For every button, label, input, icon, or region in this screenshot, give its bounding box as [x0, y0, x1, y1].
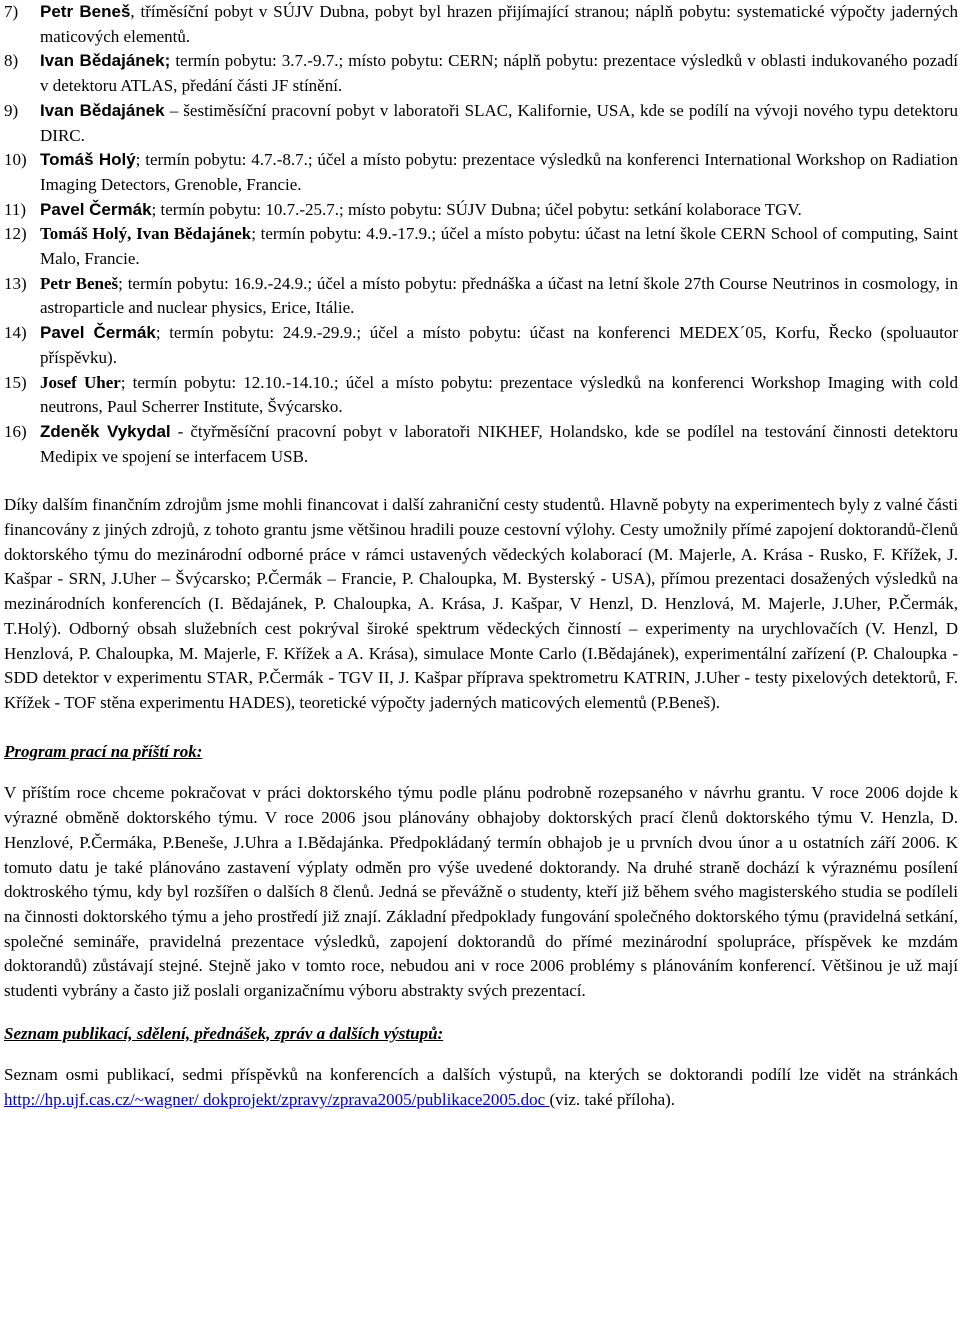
publications-paragraph — [4, 1063, 958, 1112]
item-number: 12) — [4, 224, 27, 244]
person-name: Pavel Čermák — [40, 323, 156, 343]
funding-paragraph: Díky dalším finančním zdrojům jsme mohli financovat i další zahraniční cesty studentů. Hlavně pobyty na experimentech byly z valné části financovány z jiných zdrojů, z tohoto grantu jsme většinou hradili pouze cestovní výlohy. Cesty umožnily přímé zapojení doktorandů-členů doktorského týmu do mezinárodní odborné práce v rámci ustavených vědeckých kolaborací (M. Majerle, A. Krása - Rusko, F. Křížek, J. Kašpar - SRN, J.Uher – Švýcarsko; P.Čermák – Francie, P. Chaloupka, M. Bysterský - USA), přímou prezentaci dosažených výsledků na mezinárodních konferencích (I. Bědajánek, P. Chaloupka, A. Krása, J. Kašpar, V Henzl, D. Henzlová, M. Majerle, J.Uher, P.Čermák, T.Holý). Odborný obsah služebních cest pokrýval široké spektrum vědeckých činností – experimenty na urychlovačích (V. Henzl, D Henzlová, P. Chaloupka, M. Majerle, F. Křížek a A. Krása), simulace Monte Carlo (I.Bědajánek), experimentální zařízení (P. Chaloupka - SDD detektor v experimentu STAR, P.Čermák - TGV II, J. Kašpar příprava spektrometru KATRIN, J.Uher - testy pixelových detektorů, F. Křížek - TOF stěna experimentu HADES), teoretické výpočty jaderných maticových elementů (P.Beneš). — [4, 495, 958, 712]
item-number: 10) — [4, 150, 27, 170]
list-item — [4, 99, 958, 148]
list-item — [4, 272, 958, 321]
item-text: ; termín pobytu: 4.9.-17.9.; účel a místo pobytu: účast na letní škole CERN School of computing, Saint Malo, Francie. — [40, 224, 958, 269]
item-number: 9) — [4, 100, 19, 120]
person-name: Zdeněk Vykydal — [40, 421, 171, 441]
person-name: Pavel Čermák — [40, 199, 152, 219]
person-name: Tomáš Holý, Ivan Bědajánek — [40, 224, 252, 244]
section-heading-publications: Seznam publikací, sdělení, přednášek, zpráv a dalších výstupů: — [4, 1023, 444, 1043]
item-number: 7) — [4, 2, 19, 21]
person-name: Petr Beneš — [40, 2, 131, 21]
list-item — [4, 420, 958, 469]
item-text: ; termín pobytu: 16.9.-24.9.; účel a místo pobytu: přednáška a účast na letní škole 27th Course Neutrinos in cosmology, in astroparticle and nuclear physics, Erice, Itálie. — [40, 273, 958, 318]
item-number: 16) — [4, 421, 27, 441]
list-item — [4, 49, 958, 98]
item-text: – šestiměsíční pracovní pobyt v laboratoři SLAC, Kalifornie, USA, kde se podílí na vývoji nového typu detektoru DIRC. — [40, 100, 958, 145]
list-item — [4, 198, 958, 223]
list-item — [4, 0, 958, 49]
list-item — [4, 222, 958, 271]
person-name: Petr Beneš — [40, 273, 119, 293]
item-text: ; termín pobytu: 10.7.-25.7.; místo pobytu: SÚJV Dubna; účel pobytu: setkání kolaborace TGV. — [151, 199, 802, 219]
item-number: 15) — [4, 372, 27, 392]
person-name: Ivan Bědajánek; — [40, 51, 171, 71]
publications-link[interactable]: http://hp.ujf.cas.cz/~wagner/ dokprojekt/zpravy/zprava2005/publikace2005.doc — [4, 1090, 550, 1110]
item-number: 14) — [4, 323, 27, 343]
item-text: ; termín pobytu: 4.7.-8.7.; účel a místo pobytu: prezentace výsledků na konferenci International Workshop on Radiation Imaging Detectors, Grenoble, Francie. — [40, 150, 958, 194]
publications-text-start: Seznam osmi publikací, sedmi příspěvků na konferencích a dalších výstupů, na kterých se doktorandi podílí lze vidět na stránkách — [4, 1065, 958, 1085]
item-number: 11) — [4, 199, 27, 219]
item-number: 8) — [4, 51, 19, 71]
item-text: - čtyřměsíční pracovní pobyt v laboratoři NIKHEF, Holandsko, kde se podílel na testování činnosti detektoru Medipix ve spojení se interfacem USB. — [40, 421, 959, 466]
section-heading-program: Program prací na příští rok: — [4, 741, 203, 761]
publications-text-end: (viz. také příloha). — [549, 1090, 676, 1110]
item-text: , tříměsíční pobyt v SÚJV Dubna, pobyt byl hrazen přijímající stranou; náplň pobytu: systematické výpočty jaderných maticových elementů. — [40, 2, 959, 46]
item-text: ; termín pobytu: 24.9.-29.9.; účel a místo pobytu: účast na konferenci MEDEX´05, Korfu, Řecko (spoluautor příspěvku). — [40, 323, 958, 367]
list-item — [4, 148, 958, 197]
person-name: Tomáš Holý — [40, 150, 136, 170]
program-paragraph: V příštím roce chceme pokračovat v práci doktorského týmu podle plánu podrobně rozepsaného v návrhu grantu. V roce 2006 dojde k výrazné obměně doktorského týmu. V roce 2006 jsou plánovány obhajoby doktorských prací členů doktorského týmu V. Henzla, D. Henzlové, P.Čermáka, P.Beneše, J.Uhra a I.Bědajánka. Předpokládaný termín obhajob je u prvních dvou únor a u ostatních září 2006. K tomuto datu je také plánováno zastavení výplaty odměn pro výše uvedené doktorandy. Na druhé straně dochází k výraznému posílení doktroského týmu, kdy byl rozšířen o dalších 8 členů. Jedná se převážně o studenty, kteří již během svého magisterského studia se podíleli na činnosti doktorského týmu a jeho prostředí již znají. Základní předpoklady fungování společného doktorského týmu (pravidelná setkání, společné semináře, pravidelná prezentace výsledků, zapojení doktorandů do přímé mezinárodní spolupráce, příspěvek ke mzdám doktorandů) zůstávají stejné. Stejně jako v tomto roce, nebudou ani v roce 2006 problémy s plánováním konferencí. Většinou je už mají studenti vybrány a často již poslali organizačnímu výboru abstrakty svých prezentací. — [4, 783, 958, 1001]
list-item — [4, 321, 958, 370]
person-name: Ivan Bědajánek — [40, 100, 165, 120]
document-page — [4, 0, 958, 1113]
list-item — [4, 371, 958, 420]
item-number: 13) — [4, 273, 27, 293]
person-name: Josef Uher — [40, 372, 121, 392]
trip-list — [4, 0, 958, 469]
item-text: ; termín pobytu: 12.10.-14.10.; účel a místo pobytu: prezentace výsledků na konferenci Workshop Imaging with cold neutrons, Paul Scherrer Institute, Švýcarsko. — [40, 372, 958, 417]
item-text: termín pobytu: 3.7.-9.7.; místo pobytu: CERN; náplň pobytu: prezentace výsledků v oblasti indukovaného pozadí v detektoru ATLAS, předání části JF stínění. — [40, 51, 958, 96]
